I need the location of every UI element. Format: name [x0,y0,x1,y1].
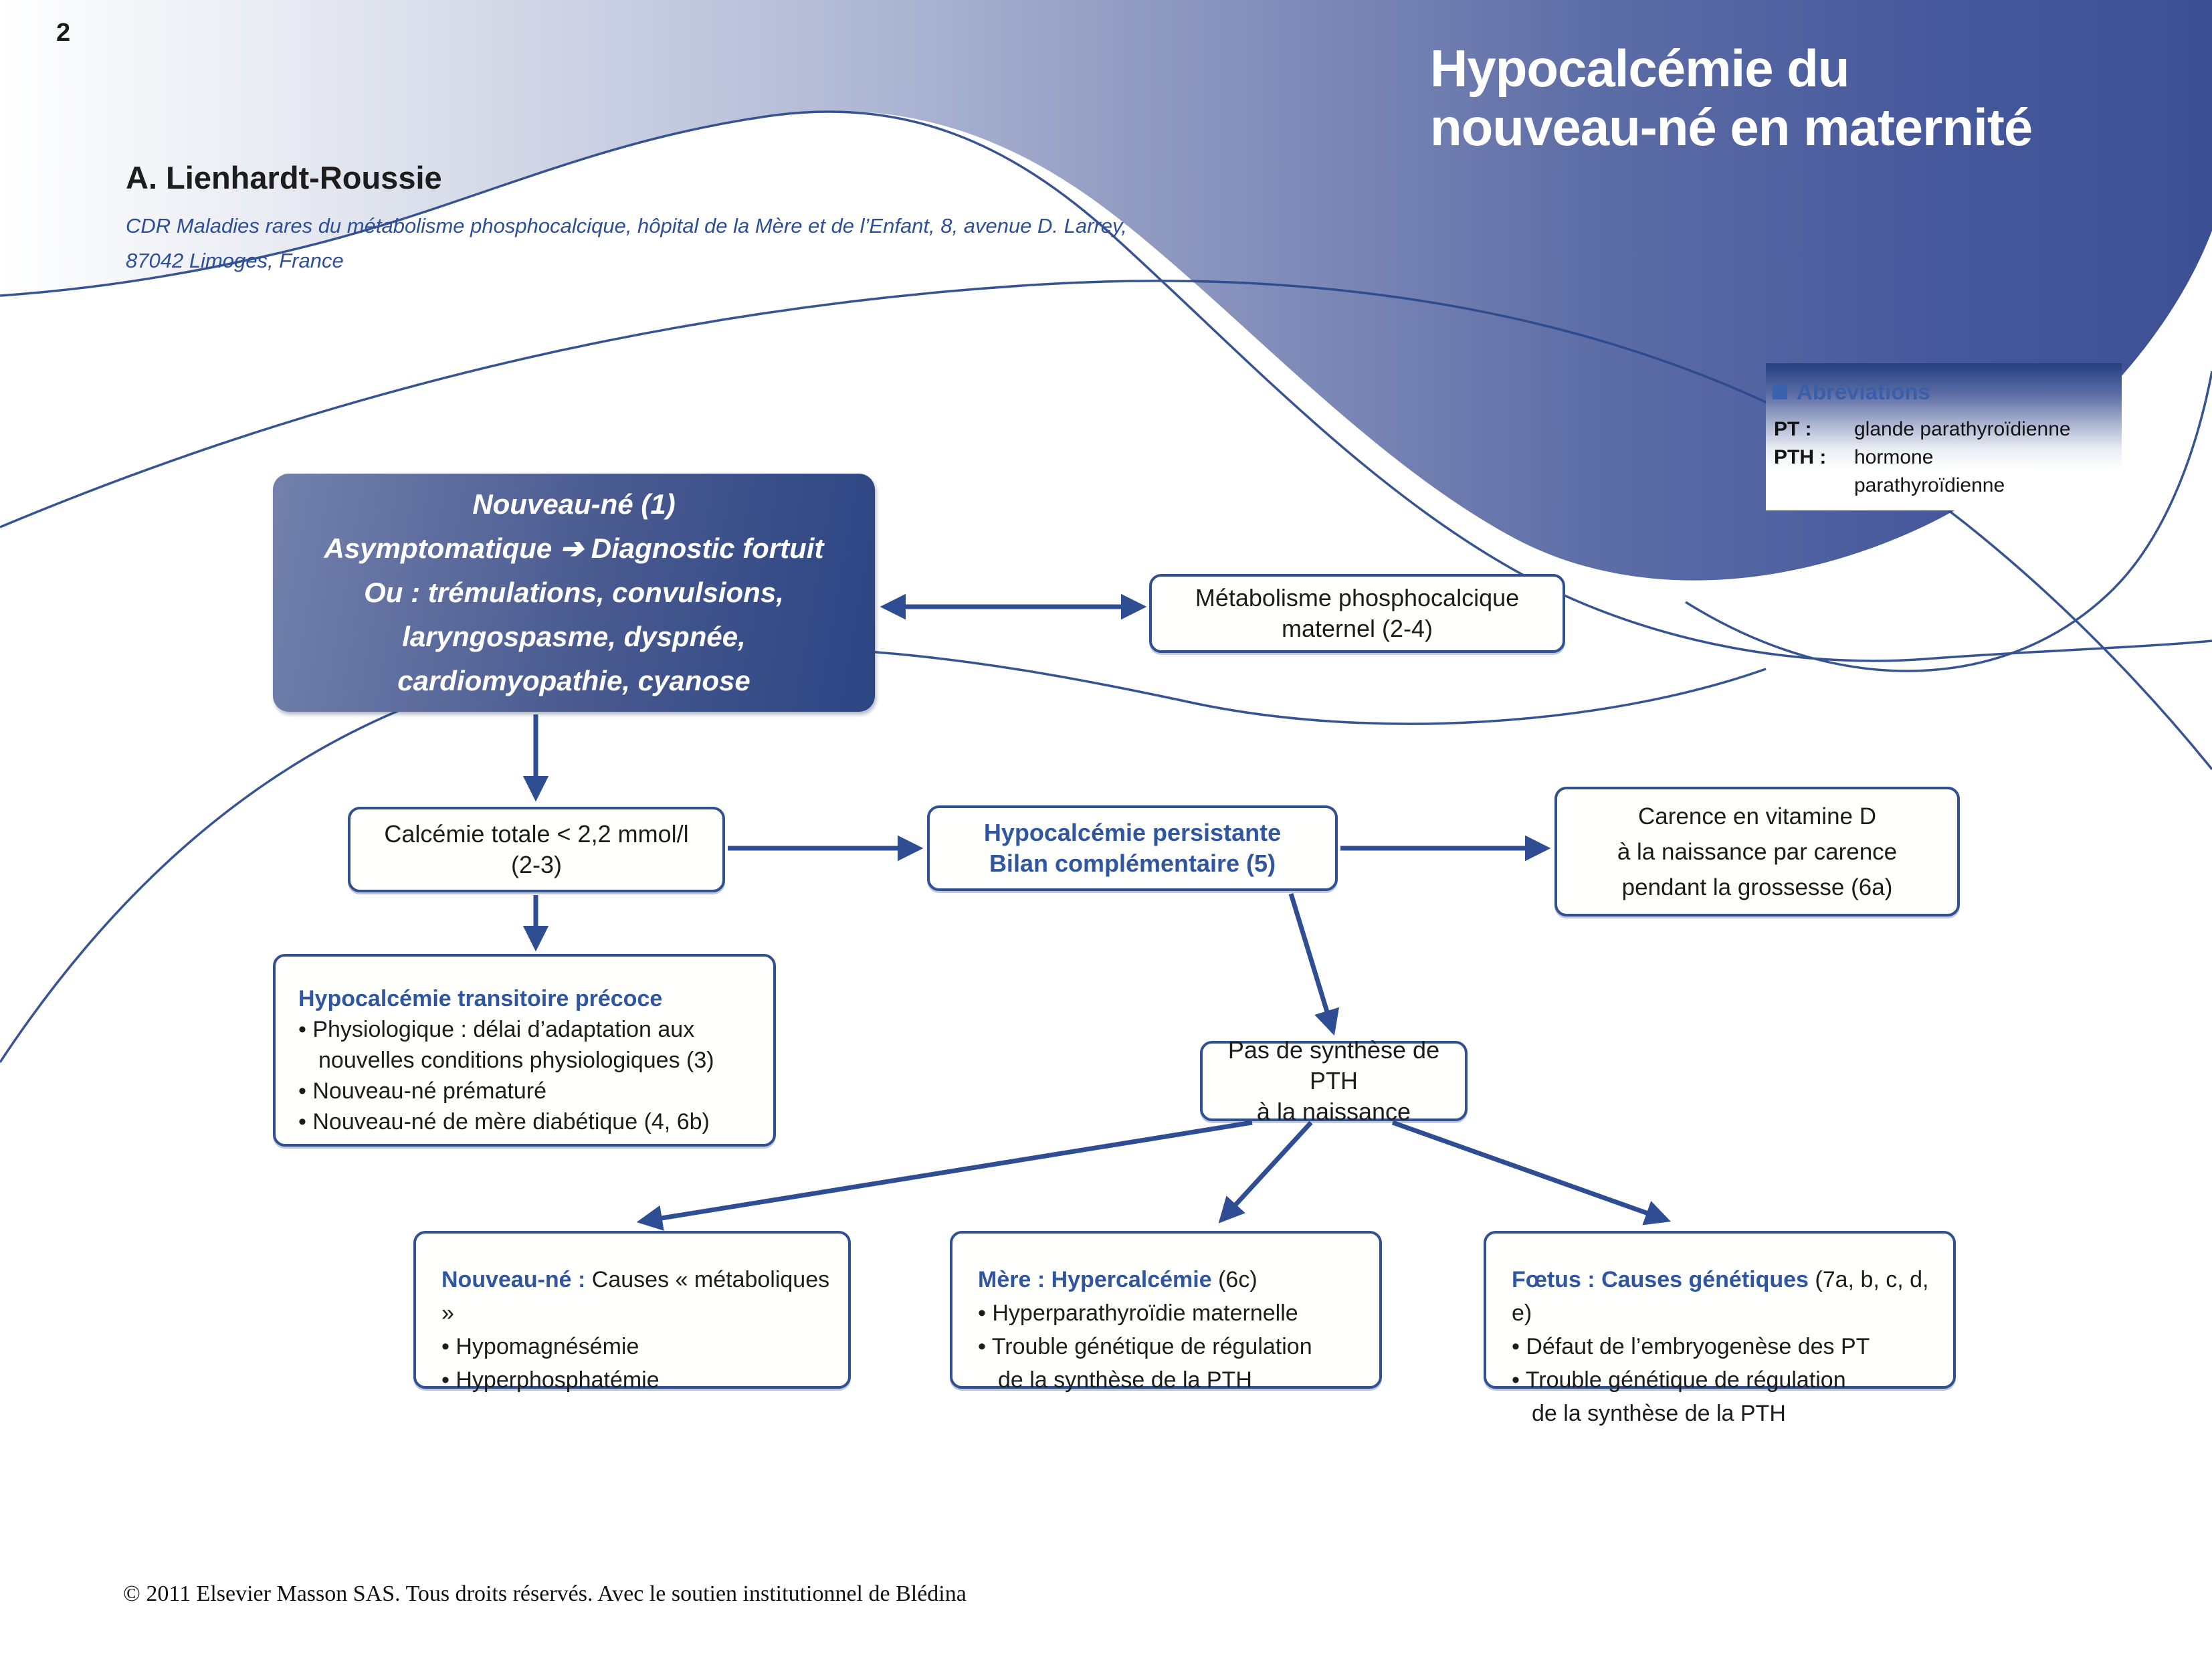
page-title-line1: Hypocalcémie du [1430,39,1849,98]
newborn-line3: Ou : trémulations, convulsions, [364,577,784,608]
newborn-causes-title-blue: Nouveau-né : [441,1267,586,1292]
abbreviations-panel [1766,363,2122,510]
metabolism-line1: Métabolisme phosphocalcique [1195,584,1520,611]
vitd-line1: Carence en vitamine D [1638,803,1876,830]
transient-bullet3: • Nouveau-né de mère diabétique (4, 6b) [298,1109,710,1135]
page-title-line2: nouveau-né en maternité [1430,98,2033,157]
flowchart-node-vitamin-d-deficiency [1554,787,1960,916]
flowchart-node-foetus-genetic-causes [1484,1231,1956,1426]
mother-bullet2-line2: de la synthèse de la PTH [998,1367,1252,1393]
flowchart-node-transient-hypocalcemia [273,954,776,1147]
header-curve-lower-left [0,648,1766,1062]
vitd-line2: à la naissance par carence [1617,838,1898,865]
transient-title: Hypocalcémie transitoire précoce [298,986,663,1011]
newborn-causes-title [441,1263,831,1330]
abbreviation-definition: parathyroïdienne [1854,474,2005,496]
abbreviation-term: PT : [1774,418,1812,440]
nopth-line2: à la naissance [1256,1098,1411,1125]
metabolism-line2: maternel (2-4) [1281,615,1433,642]
copyright-footer: © 2011 Elsevier Masson SAS. Tous droits réservés. Avec le soutien institutionnel de Blédina [123,1581,967,1606]
foetus-bullet2-line2: de la synthèse de la PTH [1532,1401,1786,1426]
flowchart-node-maternal-metabolism [1149,574,1565,653]
persistent-line1: Hypocalcémie persistante [983,819,1282,846]
mother-title-black: (6c) [1211,1267,1258,1292]
mother-title [978,1263,1362,1296]
square-bullet-icon [1773,385,1787,399]
foetus-title [1512,1263,1936,1330]
foetus-bullet2-line1: • Trouble génétique de régulation [1512,1367,1846,1393]
flowchart-node-newborn-metabolic-causes [413,1231,851,1393]
abbreviations-title: Abréviations [1797,379,1930,404]
vitd-line3: pendant la grossesse (6a) [1621,874,1893,900]
transient-bullet2: • Nouveau-né prématuré [298,1078,546,1104]
newborn-causes-bullet2: • Hyperphosphatémie [441,1367,660,1393]
newborn-causes-title-black: Causes « métaboliques » [441,1267,830,1326]
flowchart-node-total-calcemia [348,807,725,892]
author-name: A. Lienhardt-Roussie [126,160,442,195]
newborn-line2: Asymptomatique ➔ Diagnostic fortuit [324,532,824,564]
newborn-line4: laryngospasme, dyspnée, [402,621,746,652]
calcemia-line2: (2-3) [510,851,562,878]
page-number: 2 [56,19,71,47]
abbreviation-definition: hormone [1854,446,1934,468]
mother-bullet2-line1: • Trouble génétique de régulation [978,1334,1312,1359]
foetus-title-blue: Fœtus : Causes génétiques [1512,1267,1809,1292]
abbreviations-header [1773,379,1930,405]
foetus-title-black: (7a, b, c, d, e) [1512,1267,1929,1326]
foetus-bullet1: • Défaut de l’embryogenèse des PT [1512,1334,1870,1359]
newborn-causes-bullet1: • Hypomagnésémie [441,1334,639,1359]
arrow-nopth-to-mother [1221,1123,1311,1220]
flowchart-node-mother-hypercalcemia [950,1231,1382,1393]
arrow-persistent-to-nopth [1291,894,1333,1032]
flowchart-node-no-pth-synthesis [1200,1036,1468,1125]
flowchart-node-newborn [273,474,875,712]
abbreviation-term: PTH : [1774,446,1827,468]
newborn-line5: cardiomyopathie, cyanose [397,665,750,696]
abbreviation-definition: glande parathyroïdienne [1854,418,2071,440]
affiliation-line2: 87042 Limoges, France [126,249,344,272]
arrow-nopth-to-foetus [1393,1123,1667,1220]
newborn-line1: Nouveau-né (1) [472,488,676,520]
persistent-line2: Bilan complémentaire (5) [989,850,1276,877]
page-title [1430,39,2132,157]
affiliation-line1: CDR Maladies rares du métabolisme phosphocalcique, hôpital de la Mère et de l’Enfant, 8, avenue D. Larrey, [126,214,1127,237]
author-affiliation [126,209,1397,278]
mother-title-blue: Mère : Hypercalcémie [978,1267,1212,1292]
flowchart-node-persistent-hypocalcemia [927,805,1338,891]
mother-bullet1: • Hyperparathyroïdie maternelle [978,1300,1298,1326]
transient-bullet1-line2: nouvelles conditions physiologiques (3) [318,1048,714,1073]
calcemia-line1: Calcémie totale < 2,2 mmol/l [384,820,689,848]
transient-bullet1-line1: • Physiologique : délai d’adaptation aux [298,1017,695,1042]
nopth-line1: Pas de synthèse de PTH [1227,1036,1440,1094]
